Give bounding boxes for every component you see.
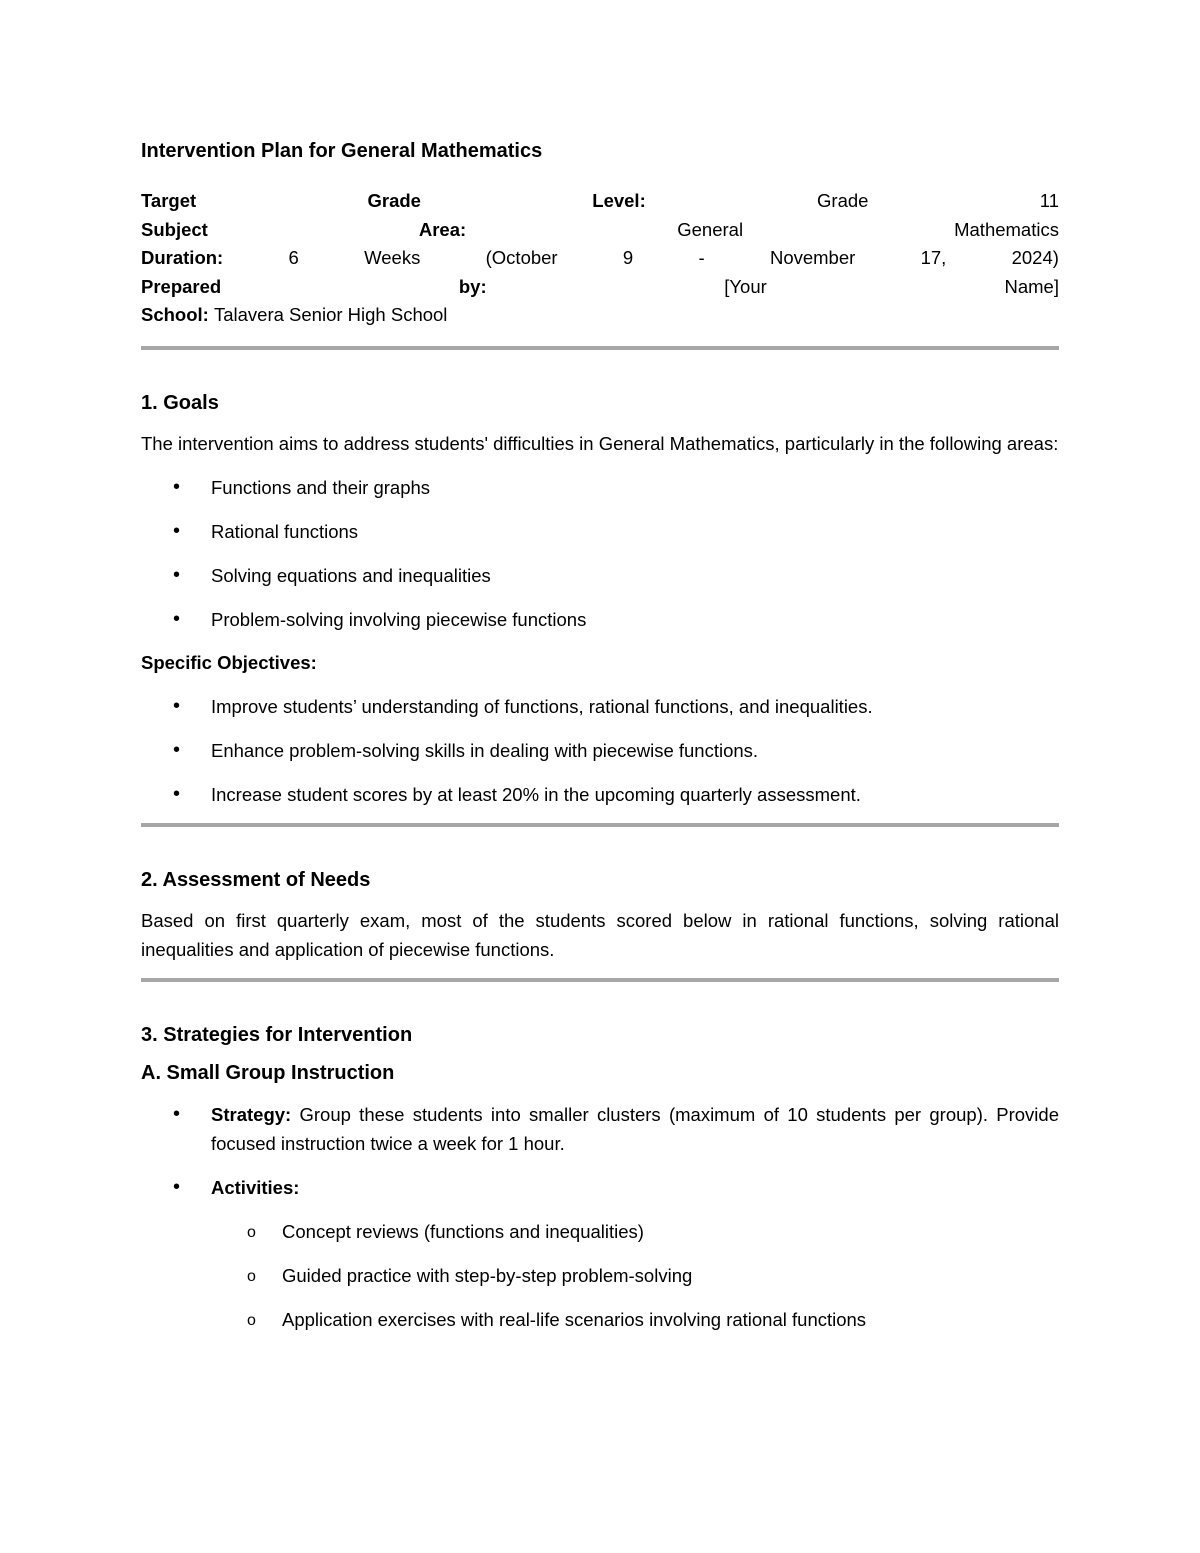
activities-label: Activities: <box>211 1176 300 1198</box>
meta-word: Name] <box>1004 275 1059 297</box>
list-item: • Functions and their graphs <box>141 473 1059 502</box>
meta-word: Subject <box>141 218 208 240</box>
list-item: • Problem-solving involving piecewise functions <box>141 605 1059 634</box>
meta-target-grade-level <box>141 187 1059 216</box>
objectives-list <box>141 692 1059 809</box>
meta-word: [Your <box>724 275 767 297</box>
meta-word: 6 <box>288 247 299 268</box>
section-divider <box>141 978 1059 982</box>
strategy-text: Group these students into smaller clusters (maximum of 10 students per group). Provide focused instruction twice a week for 1 hour. <box>211 1103 1059 1154</box>
meta-word: - <box>698 247 705 268</box>
list-item: • Enhance problem-solving skills in dealing with piecewise functions. <box>141 736 1059 765</box>
section-divider <box>141 823 1059 827</box>
meta-prepared-by <box>141 273 1059 302</box>
goals-areas-list <box>141 473 1059 634</box>
list-item: • Rational functions <box>141 517 1059 546</box>
activities-item <box>141 1173 1059 1202</box>
meta-school <box>141 301 1059 330</box>
list-item: • Improve students’ understanding of functions, rational functions, and inequalities. <box>141 692 1059 721</box>
meta-word: 2024) <box>1011 247 1059 268</box>
strategies-heading: 3. Strategies for Intervention <box>141 1023 413 1046</box>
meta-word: by: <box>458 275 487 297</box>
list-item: • Increase student scores by at least 20% in the upcoming quarterly assessment. <box>141 780 1059 809</box>
list-item: o Guided practice with step-by-step problem-solving <box>141 1261 1059 1290</box>
meta-word: 17, <box>920 247 947 268</box>
list-item: o Concept reviews (functions and inequalities) <box>141 1217 1059 1246</box>
meta-word: Target <box>141 190 197 211</box>
assessment-heading: 2. Assessment of Needs <box>141 868 371 891</box>
meta-word: Area: <box>418 218 467 240</box>
document-content <box>141 140 1059 1334</box>
meta-word: 9 <box>622 247 634 268</box>
meta-block <box>141 187 1059 330</box>
meta-word: 11 <box>1039 190 1059 211</box>
goals-intro: The intervention aims to address students' difficulties in General Mathematics, particularly in the following areas: <box>141 432 1059 454</box>
school-label: School: <box>141 304 209 325</box>
section-divider <box>141 346 1059 350</box>
meta-duration <box>141 244 1059 273</box>
small-group-heading: A. Small Group Instruction <box>141 1061 395 1084</box>
meta-word: (October <box>485 247 558 268</box>
meta-word: Grade <box>367 190 421 211</box>
goals-heading: 1. Goals <box>141 391 219 414</box>
strategy-list <box>141 1100 1059 1202</box>
list-item: • Solving equations and inequalities <box>141 561 1059 590</box>
school-value: Talavera Senior High School <box>213 304 448 325</box>
strategy-item <box>141 1100 1059 1158</box>
meta-word: November <box>769 247 856 268</box>
meta-word: Mathematics <box>954 218 1059 240</box>
meta-word: Level: <box>592 190 646 211</box>
meta-word: General <box>677 218 744 240</box>
list-item: o Application exercises with real-life scenarios involving rational functions <box>141 1305 1059 1334</box>
document-title: Intervention Plan for General Mathematics <box>141 140 543 162</box>
assessment-text: Based on first quarterly exam, most of the students scored below in rational functions, solving rational inequalities and application of piecewise functions. <box>141 909 1059 960</box>
meta-word: Prepared <box>141 275 222 297</box>
meta-word: Duration: <box>141 247 224 268</box>
activities-list <box>141 1217 1059 1334</box>
objectives-heading: Specific Objectives: <box>141 651 317 673</box>
strategy-label: Strategy: <box>211 1103 292 1125</box>
meta-word: Grade <box>817 190 869 211</box>
meta-subject-area <box>141 216 1059 245</box>
meta-word: Weeks <box>364 247 421 268</box>
